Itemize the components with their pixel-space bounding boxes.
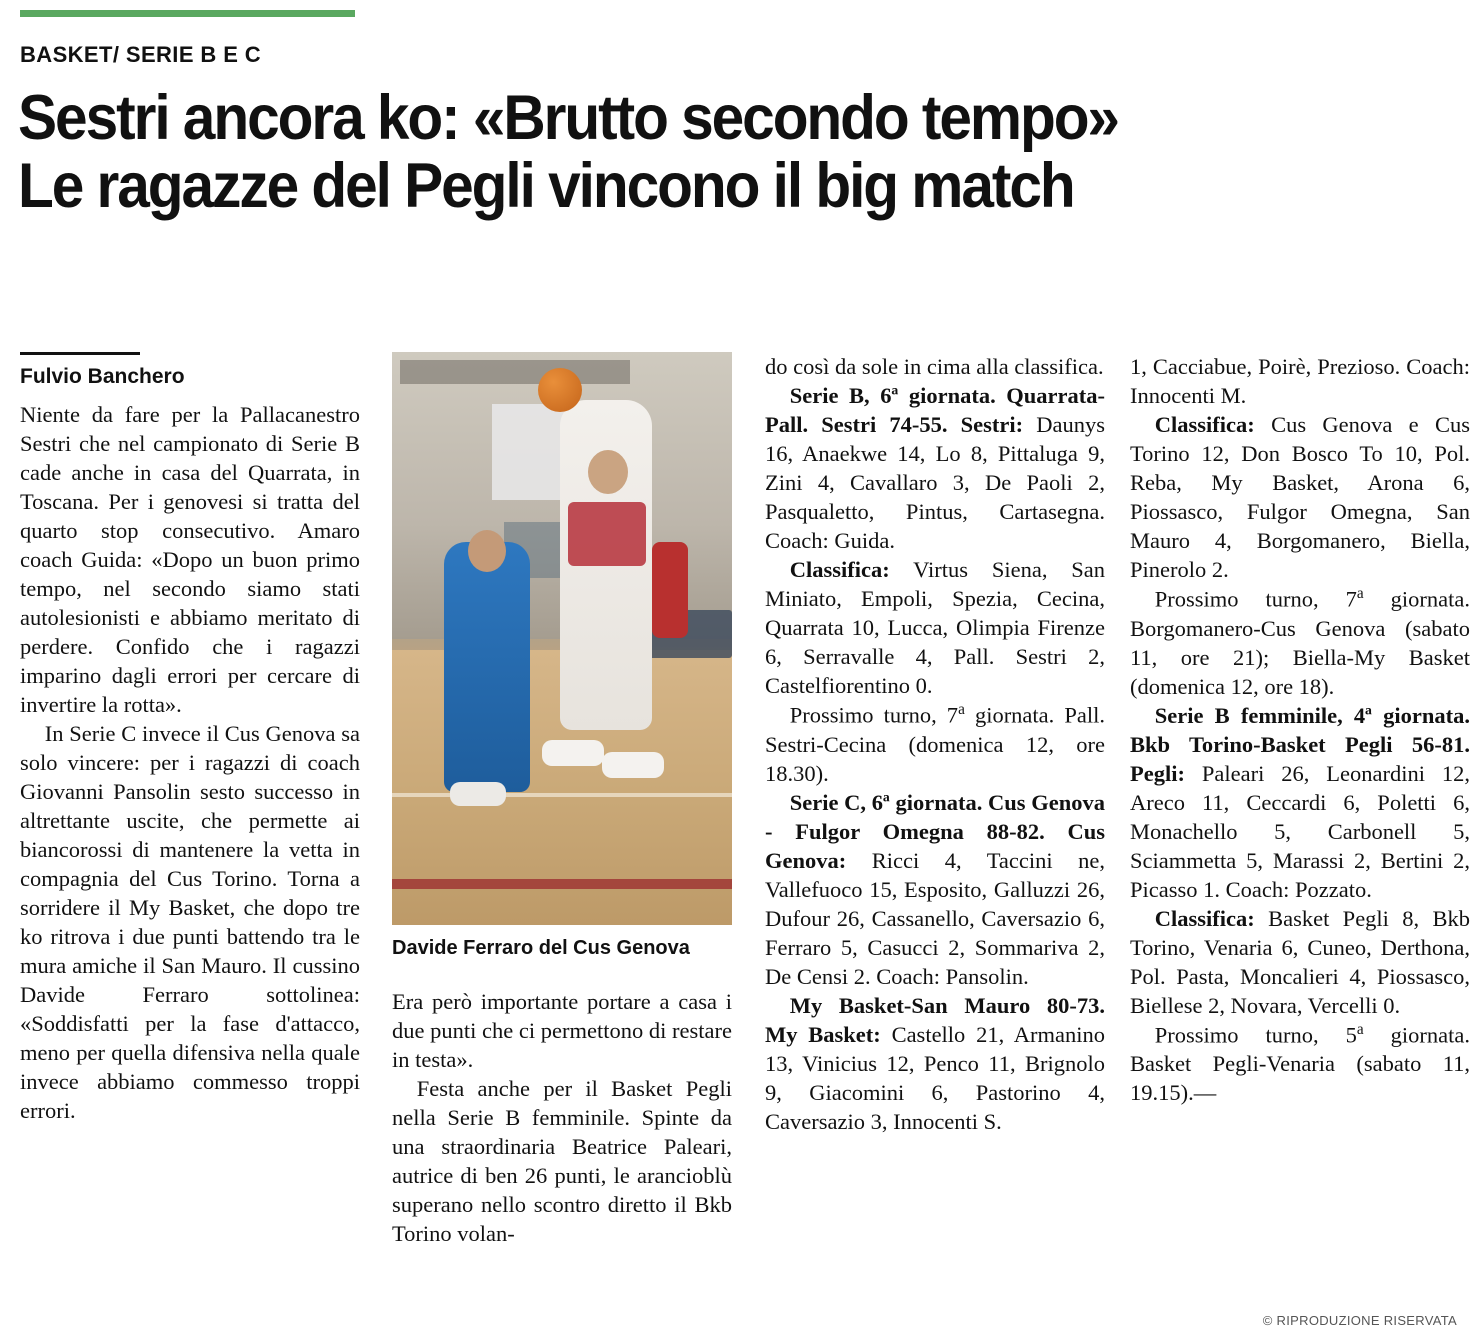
paragraph: In Serie C invece il Cus Genova sa solo vincere: per i ragazzi di coach Giovanni Pansolin sesto successo in altrettante uscite, che permette ai biancorossi di mantenere la vetta in compagnia del Cus Torino. Torna a sorridere il My Basket, che dopo tre ko ritrova i due punti battendo tra le mura amiche il San Mauro. Il cussino Davide Ferraro sottolinea: «Soddisfatti per la fase d'attacco, meno per quella difensiva nella quale invece abbiamo commesso troppi errori. [20, 721, 360, 1124]
paragraph-prossimo-turno-c [1130, 584, 1470, 701]
prossimo-turno-post: giornata. Basket Pegli-Venaria (sabato 11, 19.15).— [1130, 1022, 1471, 1106]
classifica-body: Cus Genova e Cus Torino 12, Don Bosco To 10, Pol. Reba, My Basket, Arona 6, Piossasco, Fulgor Omegna, San Mauro 4, Borgomanero, Biella, Pinerolo 2. [1130, 412, 1470, 583]
photo-image [392, 352, 732, 925]
paragraph: Niente da fare per la Pallacanestro Sestri che nel campionato di Serie B cade anche in casa del Quarrata, in Toscana. Per i genovesi si tratta del quarto stop consecutivo. Amaro coach Guida: «Dopo un buon primo tempo, nel secondo siamo stati autolesionisti e abbiamo meritato di perdere. Confido che i ragazzi imparino dagli errori per cercare di invertire la rotta». [20, 402, 360, 718]
paragraph: Era però importante portare a casa i due punti che ci permettono di restare in testa». [392, 989, 732, 1073]
classifica-body: Virtus Siena, San Miniato, Empoli, Spezia, Cecina, Quarrata 10, Lucca, Olimpia Firenze 6, Serravalle 4, Pall. Sestri 2, Castelfiorentino 0. [765, 557, 1105, 699]
page-title [18, 84, 1357, 220]
byline: Fulvio Banchero [20, 365, 185, 388]
paragraph-serie-c [765, 788, 1105, 991]
serie-c-heading: Serie C, 6ª giornata. Cus Genova - Fulgor Omegna 88-82. Cus Genova: [765, 789, 1105, 873]
paragraph-classifica-femminile [1130, 904, 1470, 1020]
classifica-body: Basket Pegli 8, Bkb Torino, Venaria 6, Cuneo, Derthona, Pol. Pasta, Moncalieri 4, Piossasco, Biellese 2, Novara, Vercelli 0. [1130, 905, 1470, 1018]
photo-player-blue-head [468, 530, 506, 572]
photo-shoe [542, 740, 604, 766]
photo-court-baseline [392, 879, 732, 889]
ordinal-suffix: a [1356, 585, 1364, 603]
column-one [20, 352, 360, 1125]
my-basket-body: Castello 21, Armanino 13, Vinicius 12, Penco 11, Brignolo 9, Giacomini 6, Pastorino 4, Caversazio 3, Innocenti S. [765, 1021, 1105, 1134]
photo-player-blue [444, 542, 530, 792]
serie-b-femminile-body: Paleari 26, Leonardini 12, Areco 11, Ceccardi 6, Poletti 6, Monachello 5, Carbonell 5, Sciammetta 5, Marassi 2, Bertini 2, Picasso 1. Coach: Pozzato. [1130, 760, 1470, 902]
prossimo-turno-pre: Prossimo turno, 7 [789, 702, 959, 728]
classifica-label: Classifica: [789, 557, 890, 583]
copyright-notice: © RIPRODUZIONE RISERVATA [1262, 1313, 1457, 1328]
serie-b-heading: Serie B, 6ª giornata. Quarrata-Pall. Sestri 74-55. Sestri: [765, 383, 1105, 438]
prossimo-turno-pre: Prossimo turno, 5 [1154, 1022, 1357, 1048]
paragraph-classifica-c [1130, 410, 1470, 584]
paragraph-serie-b-femminile [1130, 701, 1470, 904]
paragraph-prossimo-turno-b [765, 700, 1105, 788]
article-photo-block [392, 352, 732, 972]
serie-b-femminile-heading: Serie B femminile, 4ª giornata. Bkb Torino-Basket Pegli 56-81. Pegli: [1130, 702, 1470, 786]
photo-caption: Davide Ferraro del Cus Genova [392, 937, 690, 959]
my-basket-heading: My Basket-San Mauro 80-73. My Basket: [765, 992, 1105, 1047]
column-three [765, 352, 1105, 1136]
prossimo-turno-post: giornata. Borgomanero-Cus Genova (sabato 11, ore 21); Biella-My Basket (domenica 12, ore 18). [1130, 586, 1471, 699]
byline-rule [20, 352, 140, 355]
ordinal-suffix: a [1356, 1020, 1364, 1038]
paragraph-prossimo-turno-femminile [1130, 1020, 1470, 1108]
section-kicker: BASKET/ SERIE B E C [20, 42, 262, 67]
article-columns [20, 352, 1471, 1317]
photo-player-white-head [588, 450, 628, 494]
column-four [1130, 352, 1470, 1107]
paragraph: 1, Cacciabue, Poirè, Prezioso. Coach: Innocenti M. [1130, 354, 1470, 409]
serie-c-body: Ricci 4, Taccini ne, Vallefuoco 15, Esposito, Galluzzi 26, Dufour 26, Cassanello, Caversazio 6, Ferraro 5, Casucci 2, Sommariva 2, De Censi 2. Coach: Pansolin. [765, 847, 1105, 989]
top-accent-rule [20, 10, 355, 17]
prossimo-turno-pre: Prossimo turno, 7 [1154, 586, 1357, 612]
ordinal-suffix: a [958, 701, 965, 719]
paragraph: do così da sole in cima alla classifica. [765, 354, 1104, 379]
headline-line-1: Sestri ancora ko: «Brutto secondo tempo» [18, 83, 1118, 153]
prossimo-turno-post: giornata. Pall. Sestri-Cecina (domenica 12, ore 18.30). [765, 702, 1105, 786]
photo-player-white-jersey [568, 502, 646, 566]
photo-official [652, 542, 688, 638]
photo-shoe [450, 782, 506, 806]
classifica-label: Classifica: [1154, 905, 1255, 931]
photo-shoe [602, 752, 664, 778]
paragraph-classifica-b [765, 555, 1105, 700]
classifica-label: Classifica: [1154, 412, 1255, 438]
paragraph: Festa anche per il Basket Pegli nella Serie B femminile. Spinte da una straordinaria Beatrice Paleari, autrice di ben 26 punti, le arancioblù superano nello scontro diretto il Bkb Torino volan- [392, 1076, 732, 1247]
paragraph-my-basket [765, 991, 1105, 1136]
photo-banner [400, 360, 630, 384]
photo-court-line [392, 793, 732, 797]
paragraph-serie-b [765, 381, 1105, 555]
headline-line-2: Le ragazze del Pegli vincono il big match [18, 151, 1074, 222]
column-two [392, 987, 732, 1248]
serie-b-body: Daunys 16, Anaekwe 14, Lo 8, Pittaluga 9, Zini 4, Cavallaro 3, De Paoli 2, Pasqualetto, Pintus, Cartasegna. Coach: Guida. [765, 412, 1105, 554]
basketball-icon [538, 368, 582, 412]
